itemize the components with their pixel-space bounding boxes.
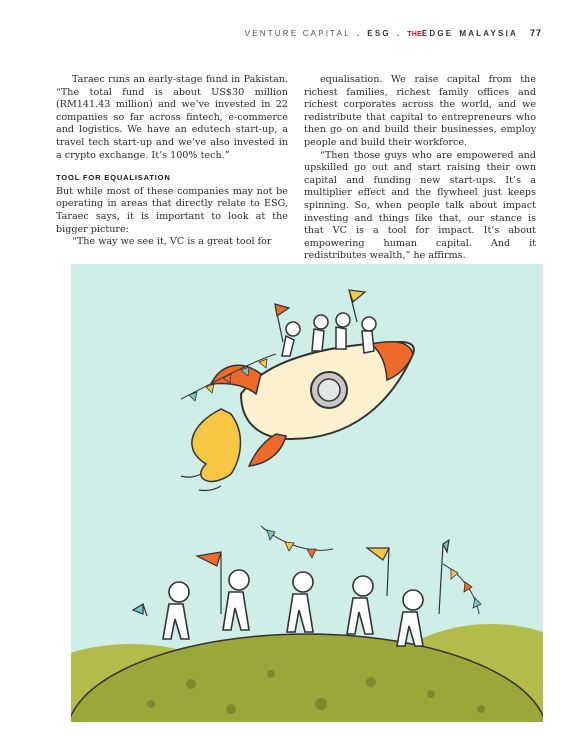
header-topic: ESG — [367, 28, 391, 38]
paragraph: “Then those guys who are empowered and upskilled go out and start raising their own capital and funding new start-ups. It’s a multiplier effect and the flywheel just keeps spinning. So, when people talk about impact investing and things like that, our stance is that VC is a tool for impact. It’s about empowering human capital. And it redistributes wealth,” he affirms. — [304, 149, 536, 262]
right-column — [304, 74, 536, 263]
header-section: VENTURE CAPITAL — [244, 28, 351, 38]
paragraph: But while most of these companies may not be operating in areas that directly relate to ESG, Taraec says, it is important to look at the bigger picture: — [56, 185, 288, 235]
subheading: TOOL FOR EQUALISATION — [56, 173, 171, 183]
brand-edge: EDGE — [421, 28, 454, 38]
header-brand — [407, 29, 453, 38]
paragraph: equalisation. We raise capital from the richest families, richest family offices and richest corporates across the world, and we redistribute that capital to entrepreneurs who then go on and build their businesses, employ people and build their workforce. — [304, 74, 536, 148]
illustration-svg — [71, 264, 543, 722]
header-separator: . — [356, 28, 362, 38]
rocket-illustration — [71, 264, 543, 722]
header-separator: . — [396, 28, 402, 38]
brand-the: THE — [407, 30, 422, 38]
header-brand-country: MALAYSIA — [459, 28, 518, 38]
page-number: 77 — [529, 28, 542, 38]
paragraph: “The way we see it, VC is a great tool for — [72, 236, 272, 248]
running-header — [245, 28, 542, 38]
rocket — [181, 342, 414, 491]
paragraph: Taraec runs an early-stage fund in Pakistan. “The total fund is about US$30 million (RM141.43 million) and we’ve invested in 22 companies so far across fintech, e-commerce and logistics. We have an edutech start-up, a travel tech start-up and we’ve also invested in a crypto exchange. It’s 100% tech.” — [56, 74, 288, 161]
left-column — [56, 74, 288, 249]
